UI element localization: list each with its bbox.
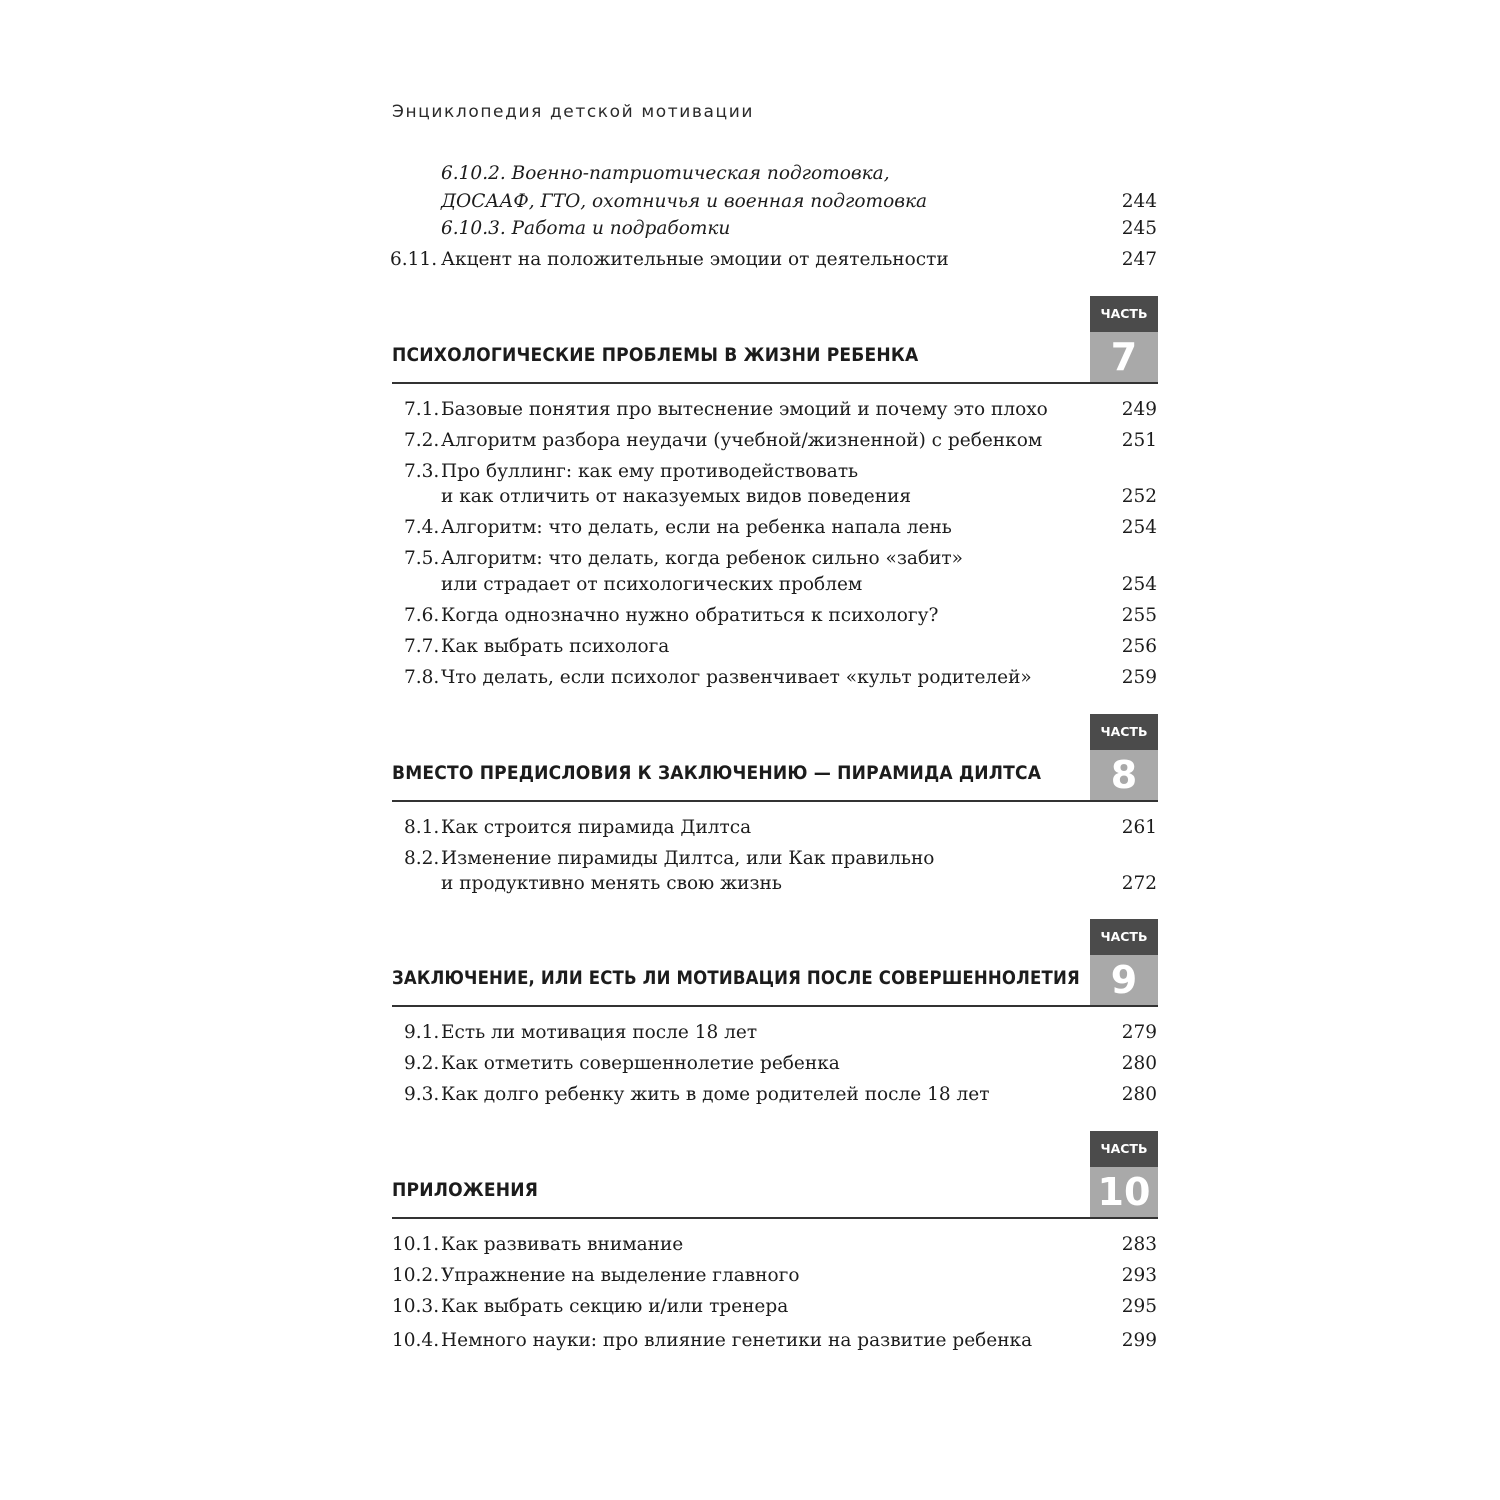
part-8-badge [1090, 714, 1158, 801]
part-7-title[interactable]: ПСИХОЛОГИЧЕСКИЕ ПРОБЛЕМЫ В ЖИЗНИ РЕБЕНКА [392, 344, 919, 366]
part-number: 10 [1090, 1167, 1158, 1218]
toc-entry-title: или страдает от психологических проблем [441, 574, 863, 595]
part-label: ЧАСТЬ [1090, 919, 1158, 955]
toc-entry-title: и продуктивно менять свою жизнь [441, 873, 782, 894]
toc-entry-title: 6.10.2. Военно-патриотическая подготовка, [441, 163, 890, 184]
part-label: ЧАСТЬ [1090, 296, 1158, 332]
part-divider [392, 1217, 1158, 1219]
toc-entry-number: 7.6. [404, 605, 440, 626]
part-7-badge [1090, 296, 1158, 383]
toc-entry-9-2[interactable] [0, 1050, 1500, 1078]
toc-entry-page: 272 [1121, 873, 1157, 894]
toc-entry-page: 256 [1121, 636, 1157, 657]
part-number: 9 [1090, 955, 1158, 1006]
toc-entry-8-2-cont[interactable] [0, 870, 1500, 898]
toc-entry-7-2[interactable] [0, 427, 1500, 455]
toc-entry-page: 293 [1121, 1265, 1157, 1286]
part-10-badge [1090, 1131, 1158, 1218]
toc-entry-page: 299 [1121, 1330, 1157, 1351]
toc-entry-9-3[interactable] [0, 1081, 1500, 1109]
toc-entry-page: 244 [1121, 191, 1157, 212]
toc-entry-title: Изменение пирамиды Дилтса, или Как правильно [441, 848, 935, 869]
toc-entry-title: Алгоритм: что делать, когда ребенок сильно «забит» [441, 548, 963, 569]
toc-entry-title: Алгоритм: что делать, если на ребенка напала лень [441, 517, 952, 538]
toc-entry-number: 10.3. [392, 1296, 440, 1317]
toc-entry-number: 9.1. [404, 1022, 440, 1043]
toc-entry-title: Акцент на положительные эмоции от деятельности [441, 249, 949, 270]
toc-entry-number: 7.8. [404, 667, 440, 688]
toc-entry-page: 252 [1121, 486, 1157, 507]
toc-entry-title: ДОСААФ, ГТО, охотничья и военная подготовка [441, 191, 928, 212]
part-8-title[interactable]: ВМЕСТО ПРЕДИСЛОВИЯ К ЗАКЛЮЧЕНИЮ — ПИРАМИДА ДИЛТСА [392, 762, 1042, 784]
part-divider [392, 382, 1158, 384]
part-divider [392, 1005, 1158, 1007]
toc-entry-number: 7.7. [404, 636, 440, 657]
toc-entry-number: 10.2. [392, 1265, 440, 1286]
toc-entry-title: Что делать, если психолог развенчивает «культ родителей» [441, 667, 1032, 688]
toc-entry-title: Немного науки: про влияние генетики на развитие ребенка [441, 1330, 1033, 1351]
part-number: 7 [1090, 332, 1158, 383]
toc-entry-title: Алгоритм разбора неудачи (учебной/жизненной) с ребенком [441, 430, 1043, 451]
toc-entry-page: 251 [1121, 430, 1157, 451]
toc-entry-7-4[interactable] [0, 514, 1500, 542]
toc-entry-7-5-cont[interactable] [0, 571, 1500, 599]
toc-entry-title: Как строится пирамида Дилтса [441, 817, 752, 838]
toc-entry-page: 254 [1121, 574, 1157, 595]
toc-entry-number: 7.2. [404, 430, 440, 451]
toc-entry-page: 295 [1121, 1296, 1157, 1317]
toc-entry-title: и как отличить от наказуемых видов поведения [441, 486, 912, 507]
running-header: Энциклопедия детской мотивации [392, 102, 755, 122]
toc-entry-title: 6.10.3. Работа и подработки [441, 218, 731, 239]
toc-entry-page: 279 [1121, 1022, 1157, 1043]
toc-entry-7-7[interactable] [0, 633, 1500, 661]
toc-entry-10-3[interactable] [0, 1293, 1500, 1321]
toc-entry-7-3[interactable] [0, 458, 1500, 486]
toc-entry-10-4[interactable] [0, 1327, 1500, 1355]
toc-entry-number: 8.2. [404, 848, 440, 869]
toc-entry-page: 255 [1121, 605, 1157, 626]
toc-entry-number: 7.3. [404, 461, 440, 482]
toc-entry-number: 7.5. [404, 548, 440, 569]
toc-entry-8-2[interactable] [0, 845, 1500, 873]
toc-entry-6-10-2[interactable] [0, 160, 1500, 188]
toc-entry-page: 280 [1121, 1084, 1157, 1105]
part-9-title[interactable]: ЗАКЛЮЧЕНИЕ, ИЛИ ЕСТЬ ЛИ МОТИВАЦИЯ ПОСЛЕ СОВЕРШЕННОЛЕТИЯ [392, 967, 1080, 989]
toc-entry-9-1[interactable] [0, 1019, 1500, 1047]
toc-entry-title: Когда однозначно нужно обратиться к психологу? [441, 605, 939, 626]
part-label: ЧАСТЬ [1090, 714, 1158, 750]
toc-entry-title: Как выбрать секцию и/или тренера [441, 1296, 789, 1317]
toc-entry-page: 261 [1121, 817, 1157, 838]
toc-entry-title: Про буллинг: как ему противодействовать [441, 461, 859, 482]
toc-entry-6-10-2-cont[interactable] [0, 188, 1500, 216]
toc-entry-title: Есть ли мотивация после 18 лет [441, 1022, 758, 1043]
toc-entry-7-3-cont[interactable] [0, 483, 1500, 511]
toc-entry-7-1[interactable] [0, 396, 1500, 424]
toc-entry-7-8[interactable] [0, 664, 1500, 692]
toc-entry-6-10-3[interactable] [0, 215, 1500, 243]
part-10-title[interactable]: ПРИЛОЖЕНИЯ [392, 1179, 539, 1201]
toc-entry-title: Базовые понятия про вытеснение эмоций и почему это плохо [441, 399, 1048, 420]
toc-entry-title: Как развивать внимание [441, 1234, 684, 1255]
toc-entry-7-5[interactable] [0, 545, 1500, 573]
toc-entry-page: 280 [1121, 1053, 1157, 1074]
toc-entry-page: 259 [1121, 667, 1157, 688]
toc-entry-number: 7.1. [404, 399, 440, 420]
toc-entry-title: Как отметить совершеннолетие ребенка [441, 1053, 840, 1074]
toc-entry-page: 245 [1121, 218, 1157, 239]
toc-entry-number: 9.3. [404, 1084, 440, 1105]
toc-entry-number: 9.2. [404, 1053, 440, 1074]
toc-entry-10-1[interactable] [0, 1231, 1500, 1259]
toc-entry-title: Как выбрать психолога [441, 636, 670, 657]
toc-entry-page: 254 [1121, 517, 1157, 538]
toc-entry-page: 247 [1121, 249, 1157, 270]
toc-entry-page: 249 [1121, 399, 1157, 420]
toc-entry-number: 10.4. [392, 1330, 440, 1351]
toc-entry-8-1[interactable] [0, 814, 1500, 842]
part-number: 8 [1090, 750, 1158, 801]
part-9-badge [1090, 919, 1158, 1006]
toc-entry-title: Как долго ребенку жить в доме родителей после 18 лет [441, 1084, 990, 1105]
toc-entry-number: 10.1. [392, 1234, 440, 1255]
part-label: ЧАСТЬ [1090, 1131, 1158, 1167]
toc-entry-7-6[interactable] [0, 602, 1500, 630]
toc-entry-number: 6.11. [390, 249, 438, 270]
toc-entry-page: 283 [1121, 1234, 1157, 1255]
toc-entry-number: 8.1. [404, 817, 440, 838]
toc-entry-10-2[interactable] [0, 1262, 1500, 1290]
toc-entry-6-11[interactable] [0, 246, 1500, 274]
part-divider [392, 800, 1158, 802]
toc-entry-number: 7.4. [404, 517, 440, 538]
toc-entry-title: Упражнение на выделение главного [441, 1265, 800, 1286]
